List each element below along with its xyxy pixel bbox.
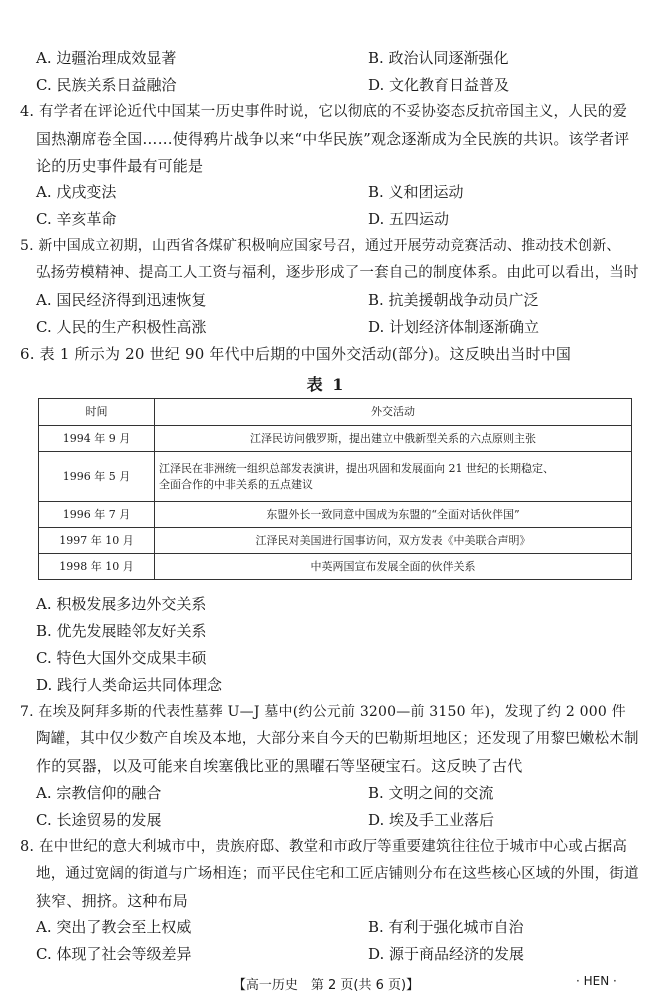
- row-time: 1997 年 10 月: [39, 528, 155, 554]
- page-footer: 【高一历史 第 2 页(共 6 页)】: [232, 978, 420, 993]
- q8-option-c: C. 体现了社会等级差异: [36, 945, 192, 963]
- q3-option-d: D. 文化教育日益普及: [368, 76, 510, 94]
- q6-option-a: A. 积极发展多边外交关系: [36, 595, 207, 613]
- header-activity: 外交活动: [155, 399, 632, 426]
- q4-option-d: D. 五四运动: [368, 210, 450, 228]
- q8-stem-line-3: 狭窄、拥挤。这种布局: [36, 892, 189, 910]
- q6-stem-line-1: 6. 表 1 所示为 20 世纪 90 年代中后期的中国外交活动(部分)。这反映出当时中国: [20, 345, 572, 363]
- table-row: [39, 502, 632, 528]
- row-activity: 东盟外长一致同意中国成为东盟的“全面对话伙伴国”: [155, 502, 632, 528]
- table-row: [39, 554, 632, 580]
- exam-code: · HEN ·: [576, 974, 617, 988]
- q6-option-b: B. 优先发展睦邻友好关系: [36, 622, 207, 640]
- header-time: 时间: [39, 399, 155, 426]
- table-header-row: [39, 399, 632, 426]
- row-time: 1998 年 10 月: [39, 554, 155, 580]
- row-activity: 中英两国宣布发展全面的伙伴关系: [155, 554, 632, 580]
- q4-stem-line-3: 论的历史事件最有可能是: [36, 157, 204, 175]
- q4-stem-line-1: 4. 有学者在评论近代中国某一历史事件时说，它以彻底的不妥协姿态反抗帝国主义，人民的爱: [20, 104, 628, 120]
- row-time: 1996 年 5 月: [39, 452, 155, 502]
- q3-option-c: C. 民族关系日益融洽: [36, 76, 177, 94]
- q3-option-a: A. 边疆治理成效显著: [36, 49, 177, 67]
- q7-stem-line-1: 7. 在埃及阿拜多斯的代表性墓葬 U—J 墓中(约公元前 3200—前 3150 年)，发现了约 2 000 件: [20, 704, 626, 720]
- row-activity-multiline: [155, 452, 632, 502]
- table-row: [39, 452, 632, 502]
- table-caption: 表 1: [306, 375, 346, 394]
- q3-option-b: B. 政治认同逐渐强化: [368, 49, 509, 67]
- row-activity: 江泽民访问俄罗斯，提出建立中俄新型关系的六点原则主张: [155, 426, 632, 452]
- q5-option-b: B. 抗美援朝战争动员广泛: [368, 291, 539, 309]
- q4-stem-line-2: 国热潮席卷全国……使得鸦片战争以来“中华民族”观念逐渐成为全民族的共识。该学者评: [36, 130, 630, 148]
- table-row: [39, 426, 632, 452]
- q7-option-a: A. 宗教信仰的融合: [36, 784, 162, 802]
- diplomacy-table: [38, 398, 632, 580]
- q4-option-c: C. 辛亥革命: [36, 210, 117, 228]
- q6-option-c: C. 特色大国外交成果丰硕: [36, 649, 207, 667]
- q8-option-a: A. 突出了教会至上权威: [36, 918, 192, 936]
- q7-option-b: B. 文明之间的交流: [368, 784, 494, 802]
- row-activity-line-2: 全面合作的中非关系的五点建议: [159, 477, 313, 491]
- q5-stem-line-2: 弘扬劳模精神、提高工人工资与福利，逐步形成了一套自己的制度体系。由此可以看出，当时: [36, 265, 639, 281]
- q4-option-b: B. 义和团运动: [368, 183, 464, 201]
- q7-option-c: C. 长途贸易的发展: [36, 811, 162, 829]
- q8-stem-line-1: 8. 在中世纪的意大利城市中，贵族府邸、教堂和市政厅等重要建筑往往位于城市中心或占据高: [20, 839, 628, 855]
- q4-option-a: A. 戊戌变法: [36, 183, 117, 201]
- q7-option-d: D. 埃及手工业落后: [368, 811, 495, 829]
- q5-option-a: A. 国民经济得到迅速恢复: [36, 291, 207, 309]
- q8-option-d: D. 源于商品经济的发展: [368, 945, 525, 963]
- q5-stem-line-1: 5. 新中国成立初期，山西省各煤矿积极响应国家号召，通过开展劳动竞赛活动、推动技术创新、: [20, 238, 621, 254]
- table-row: [39, 528, 632, 554]
- q5-option-c: C. 人民的生产积极性高涨: [36, 318, 207, 336]
- row-activity: 江泽民对美国进行国事访问，双方发表《中美联合声明》: [155, 528, 632, 554]
- q7-stem-line-2: 陶罐，其中仅少数产自埃及本地，大部分来自今天的巴勒斯坦地区；还发现了用黎巴嫩松木制: [36, 731, 639, 747]
- row-time: 1994 年 9 月: [39, 426, 155, 452]
- q8-stem-line-2: 地，通过宽阔的街道与广场相连；而平民住宅和工匠店铺则分布在这些核心区域的外围，街道: [36, 866, 639, 882]
- q6-option-d: D. 践行人类命运共同体理念: [36, 676, 223, 694]
- row-activity-line-1: 江泽民在非洲统一组织总部发表演讲，提出巩固和发展面向 21 世纪的长期稳定、: [159, 461, 554, 475]
- row-time: 1996 年 7 月: [39, 502, 155, 528]
- q5-option-d: D. 计划经济体制逐渐确立: [368, 318, 540, 336]
- q8-option-b: B. 有利于强化城市自治: [368, 918, 524, 936]
- q7-stem-line-3: 作的冥器，以及可能来自埃塞俄比亚的黑曜石等坚硬宝石。这反映了古代: [36, 757, 523, 775]
